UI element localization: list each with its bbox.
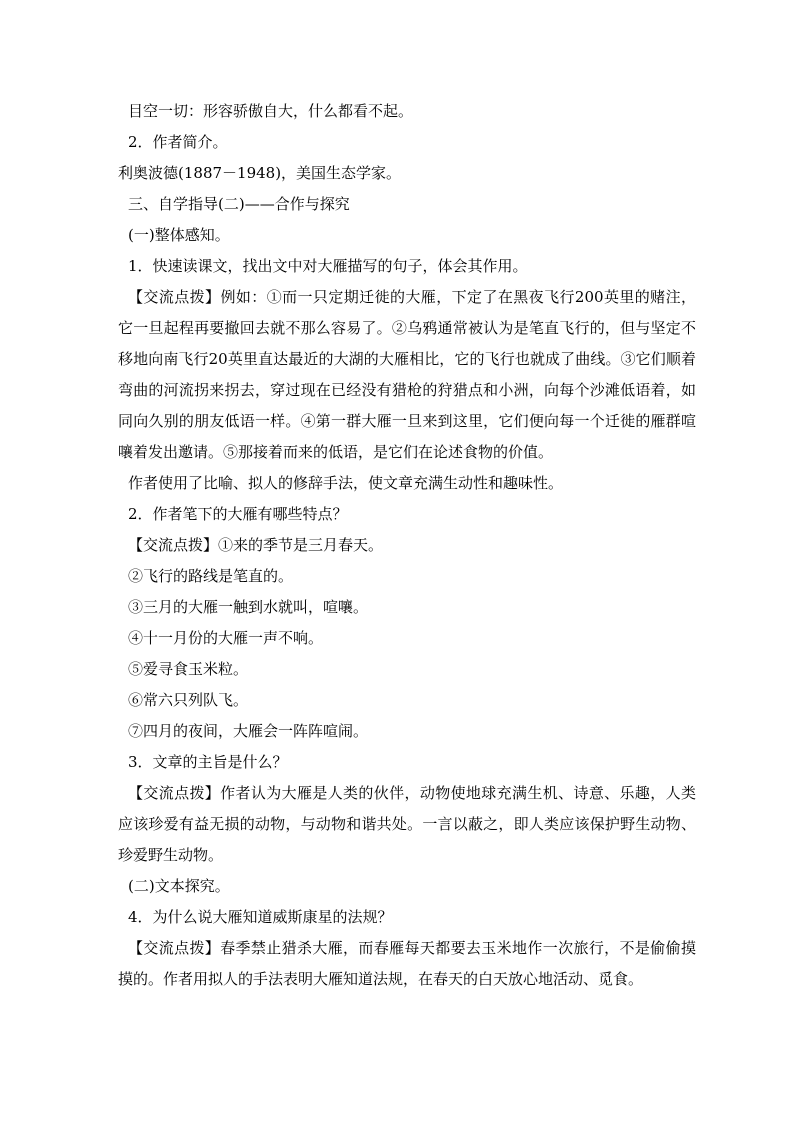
paragraph-author: 利奥波德(1887－1948)，美国生态学家。 — [118, 164, 402, 182]
answer-3 — [118, 778, 696, 871]
heading-author-intro: 2．作者简介。 — [128, 133, 228, 151]
answer-4-text: 【交流点拨】春季禁止猎杀大雁，而春雁每天都要去玉米地作一次旅行，不是偷偷摸摸的。作者用拟人的手法表明大雁知道法规，在春天的白天放心地活动、觅食。 — [118, 939, 696, 988]
answer-2-intro: 【交流点拨】①来的季节是三月春天。 — [128, 536, 384, 554]
answer-2-item-2: ②飞行的路线是笔直的。 — [128, 567, 294, 585]
answer-1-summary: 作者使用了比喻、拟人的修辞手法，使文章充满生动性和趣味性。 — [128, 474, 564, 492]
answer-2-item-4: ④十一月份的大雁一声不响。 — [128, 629, 324, 647]
answer-3-text: 【交流点拨】作者认为大雁是人类的伙伴，动物使地球充满生机、诗意、乐趣，人类应该珍爱有益无损的动物，与动物和谐共处。一言以蔽之，即人类应该保护野生动物、珍爱野生动物。 — [118, 784, 696, 864]
question-1: 1．快速读课文，找出文中对大雁描写的句子，体会其作用。 — [128, 257, 528, 275]
question-4: 4．为什么说大雁知道威斯康星的法规？ — [128, 908, 393, 926]
section-heading-self-study: 三、自学指导(二)——合作与探究 — [128, 195, 350, 213]
answer-2-item-7: ⑦四月的夜间，大雁会一阵阵喧闹。 — [128, 722, 369, 740]
answer-2-item-5: ⑤爱寻食玉米粒。 — [128, 660, 249, 678]
subheading-text-inquiry: (二)文本探究。 — [128, 877, 230, 895]
answer-1-text: 【交流点拨】例如：①而一只定期迁徙的大雁，下定了在黑夜飞行200英里的赌注，它一旦起程再要撤回去就不那么容易了。②乌鸦通常被认为是笔直飞行的，但与坚定不移地向南飞行20英里直达最近的大湖的大雁相比，它的飞行也就成了曲线。③它们顺着弯曲的河流拐来拐去，穿过现在已经没有猎枪的狩猎点和小洲，向每个沙滩低语着，如同向久别的朋友低语一样。④第一群大雁一旦来到这里，它们便向每一个迁徙的雁群喧嚷着发出邀请。⑤那接着而来的低语，是它们在论述食物的价值。 — [118, 288, 696, 461]
question-2: 2．作者笔下的大雁有哪些特点？ — [128, 505, 348, 523]
answer-2-item-3: ③三月的大雁一触到水就叫，喧嚷。 — [128, 598, 369, 616]
answer-4 — [118, 933, 696, 995]
subheading-overall-perception: (一)整体感知。 — [128, 226, 230, 244]
document-page — [118, 96, 696, 995]
question-3: 3．文章的主旨是什么？ — [128, 753, 288, 771]
answer-2-item-6: ⑥常六只列队飞。 — [128, 691, 249, 709]
answer-1 — [118, 282, 696, 468]
paragraph-definition: 目空一切：形容骄傲自大，什么都看不起。 — [128, 102, 414, 120]
